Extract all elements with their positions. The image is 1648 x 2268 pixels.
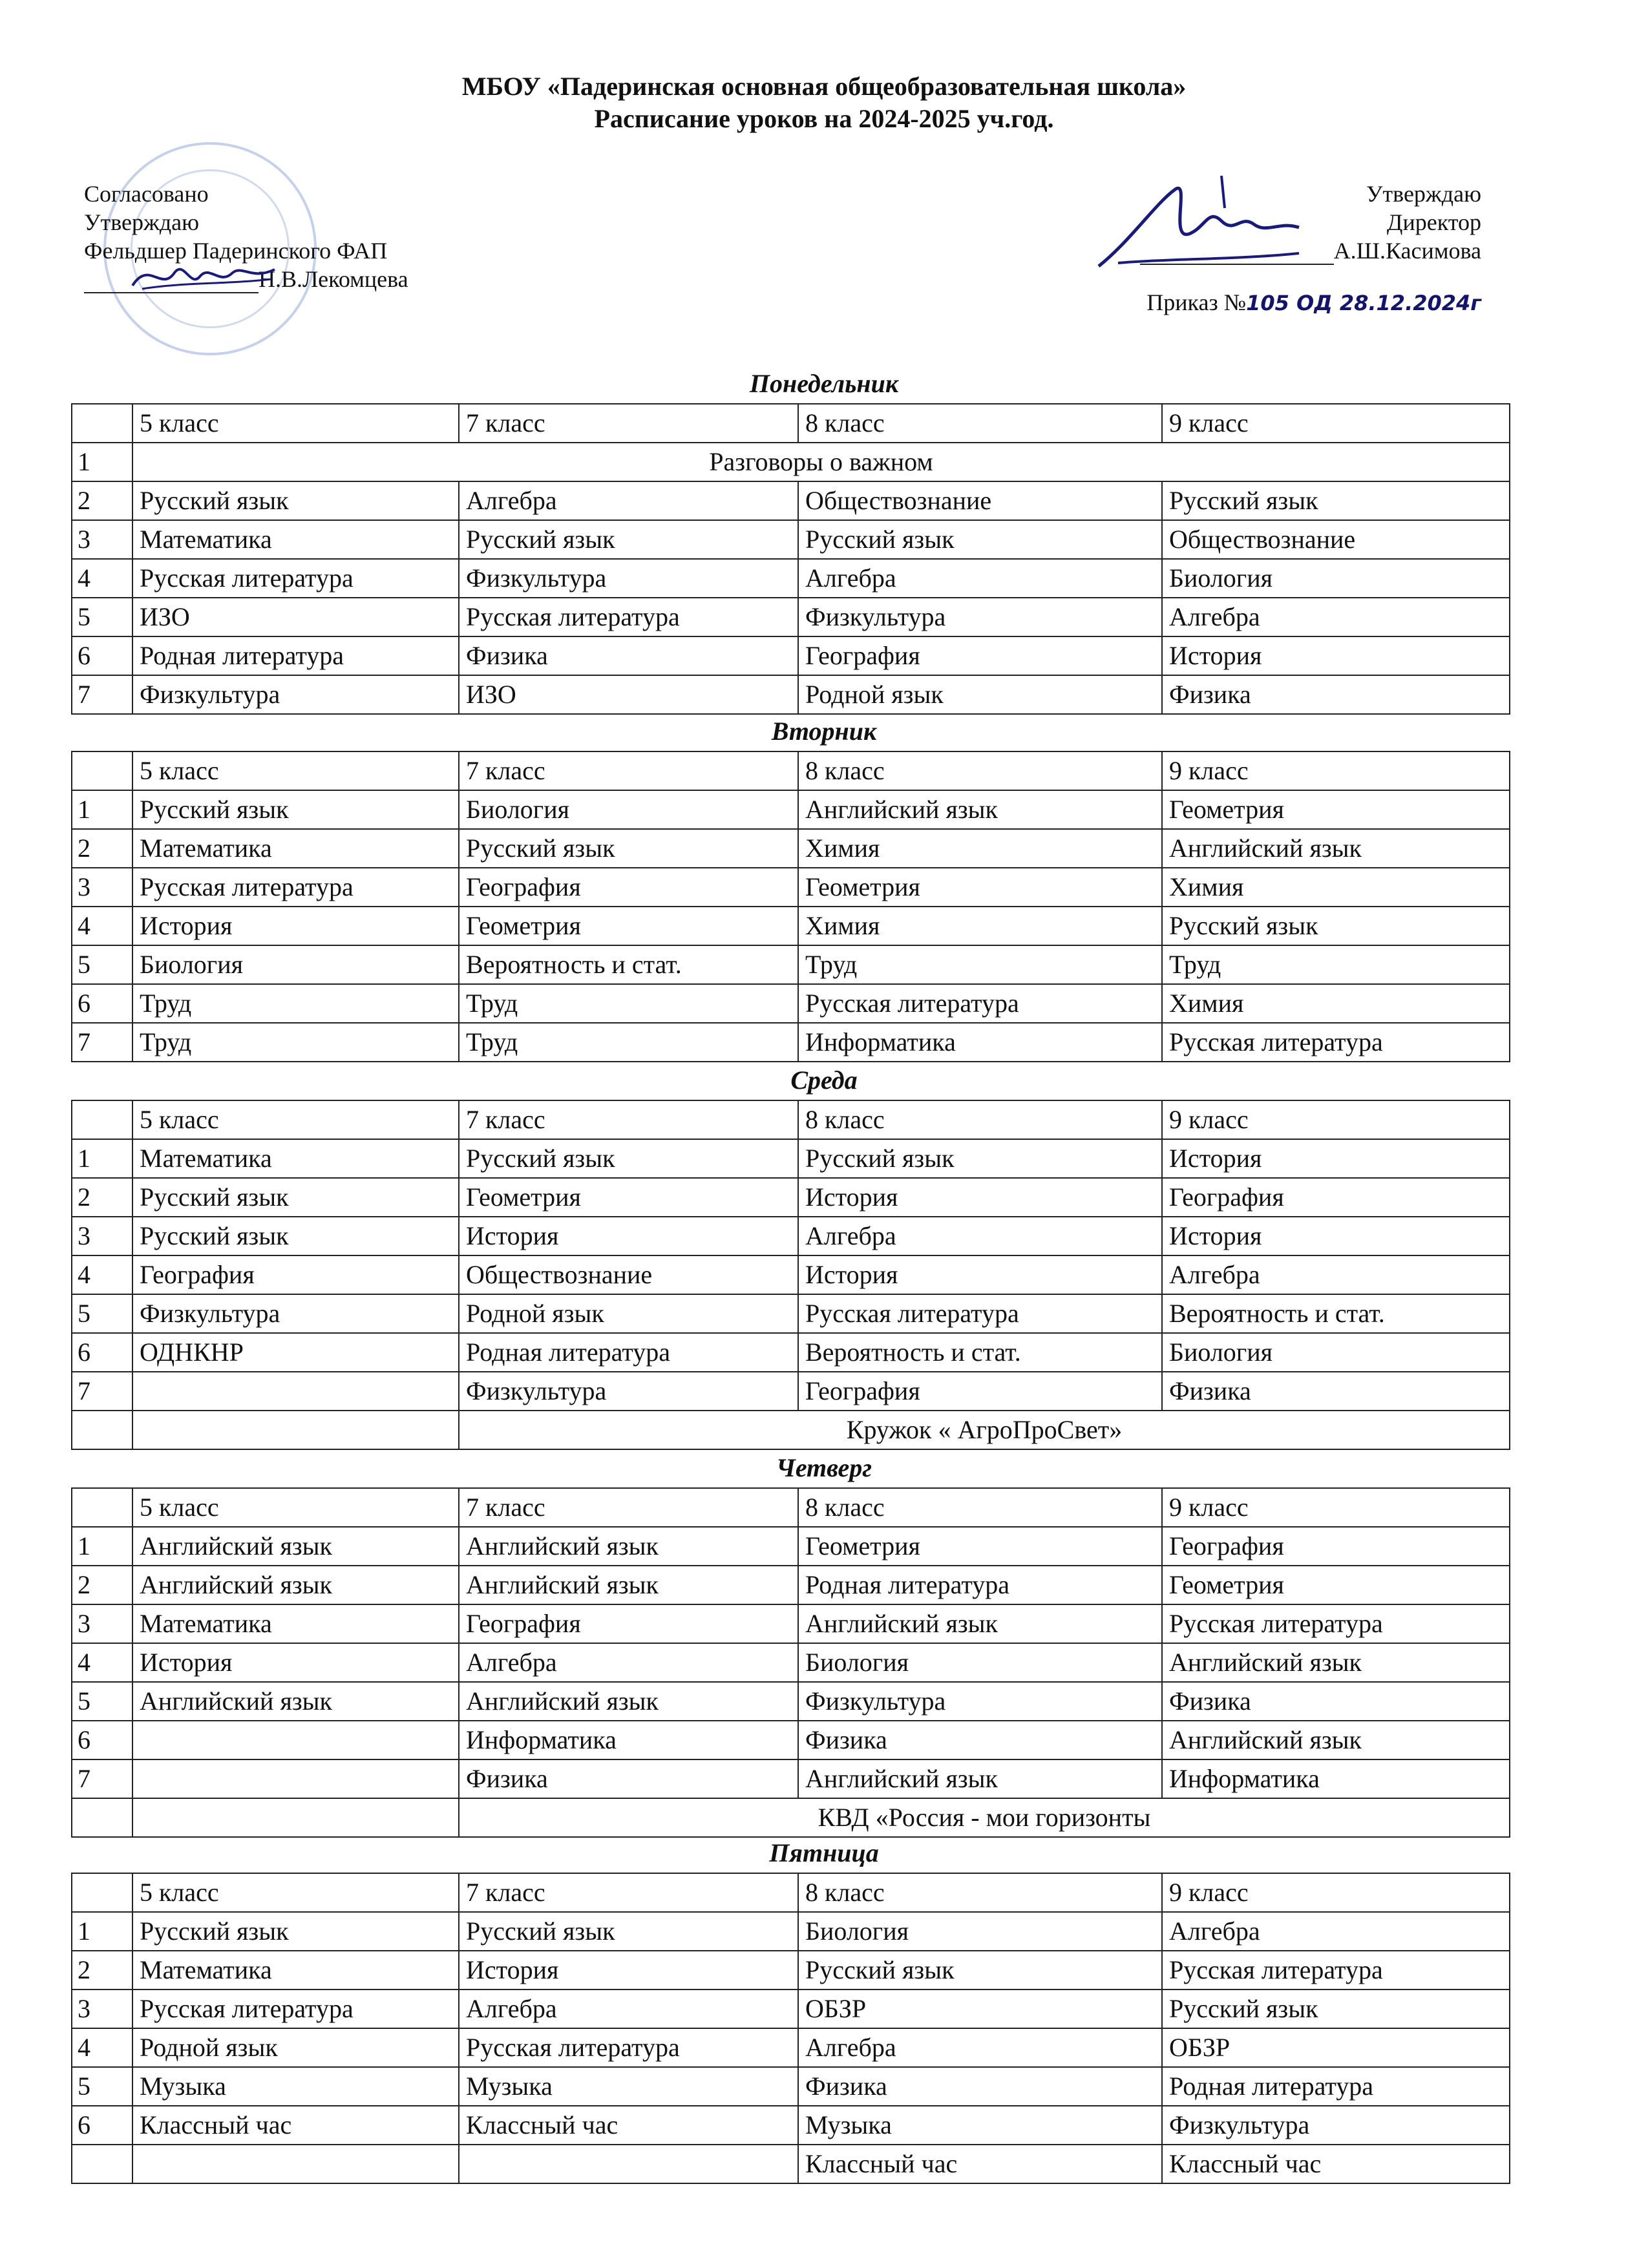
lesson-cell: История: [132, 907, 459, 945]
lesson-number-cell: 4: [72, 907, 132, 945]
day-title: Вторник: [771, 717, 877, 746]
lesson-cell: Алгебра: [1162, 1255, 1510, 1294]
lesson-cell: Физика: [1162, 1372, 1510, 1411]
lesson-cell: Музыка: [459, 2067, 798, 2106]
table-row: [72, 1294, 1510, 1333]
lesson-cell: Русская литература: [132, 868, 459, 907]
table-row: [72, 675, 1510, 714]
row-number-cell: [72, 1873, 132, 1912]
lesson-cell: Труд: [459, 1023, 798, 1062]
lesson-cell: Русская литература: [798, 984, 1162, 1023]
lesson-cell: Вероятность и стат.: [798, 1333, 1162, 1372]
lesson-cell: Обществознание: [798, 481, 1162, 520]
table-row: [72, 790, 1510, 829]
table-row: [72, 1527, 1510, 1566]
lesson-number-cell: 3: [72, 1217, 132, 1255]
lesson-cell: Родная литература: [132, 636, 459, 675]
table-row: [72, 907, 1510, 945]
lesson-cell: Музыка: [798, 2106, 1162, 2145]
lesson-cell: Геометрия: [1162, 1566, 1510, 1604]
table-row: [72, 984, 1510, 1023]
day-title: Четверг: [776, 1453, 872, 1482]
lesson-cell: ОБЗР: [798, 1990, 1162, 2028]
table-row: [72, 1721, 1510, 1759]
lesson-number-cell: 5: [72, 945, 132, 984]
table-header-row: [72, 404, 1510, 443]
lesson-cell: Биология: [459, 790, 798, 829]
lesson-cell: Русская литература: [132, 1990, 459, 2028]
lesson-number-cell: 2: [72, 1178, 132, 1217]
lesson-cell: Химия: [1162, 868, 1510, 907]
table-row: [72, 559, 1510, 598]
row-number-cell: [72, 1100, 132, 1139]
lesson-cell: Английский язык: [132, 1566, 459, 1604]
class-header-cell: 7 класс: [459, 751, 798, 790]
table-row: [72, 945, 1510, 984]
table-header-row: [72, 1100, 1510, 1139]
lesson-cell: [132, 1759, 459, 1798]
lesson-cell: Русский язык: [459, 520, 798, 559]
lesson-cell: География: [1162, 1527, 1510, 1566]
table-header-row: [72, 1873, 1510, 1912]
class-header-cell: 9 класс: [1162, 1488, 1510, 1527]
lesson-cell: Вероятность и стат.: [459, 945, 798, 984]
lesson-cell: Алгебра: [798, 559, 1162, 598]
lesson-cell: Русская литература: [459, 598, 798, 636]
lesson-cell: Геометрия: [459, 1178, 798, 1217]
table-row: [72, 1912, 1510, 1951]
lesson-cell: Труд: [1162, 945, 1510, 984]
lesson-cell: Классный час: [132, 2106, 459, 2145]
table-header-row: [72, 751, 1510, 790]
lesson-cell: Труд: [798, 945, 1162, 984]
table-row: [72, 1411, 1510, 1449]
table-row: [72, 481, 1510, 520]
table-row: [72, 598, 1510, 636]
lesson-cell: Русский язык: [132, 1178, 459, 1217]
lesson-cell: Классный час: [459, 2106, 798, 2145]
lesson-cell: Труд: [132, 1023, 459, 1062]
class-header-cell: 9 класс: [1162, 1100, 1510, 1139]
table-row: [72, 1255, 1510, 1294]
lesson-number-cell: 1: [72, 1527, 132, 1566]
extracurricular-cell: Кружок « АгроПроСвет»: [459, 1411, 1510, 1449]
class-header-cell: 9 класс: [1162, 404, 1510, 443]
lesson-cell: Английский язык: [798, 790, 1162, 829]
schedule-title: Расписание уроков на 2024-2025 уч.год.: [594, 104, 1054, 133]
lesson-cell: География: [459, 1604, 798, 1643]
lesson-number-cell: 7: [72, 1759, 132, 1798]
lesson-cell: Биология: [132, 945, 459, 984]
lesson-cell: История: [798, 1255, 1162, 1294]
table-row: [72, 1682, 1510, 1721]
lesson-cell: Родной язык: [459, 1294, 798, 1333]
class-header-cell: 5 класс: [132, 1100, 459, 1139]
lesson-cell: Физика: [459, 1759, 798, 1798]
lesson-cell: История: [1162, 1217, 1510, 1255]
lesson-number-cell: 2: [72, 1951, 132, 1990]
table-row: [72, 2028, 1510, 2067]
lesson-number-cell: 1: [72, 1139, 132, 1178]
order-label: Приказ №: [1146, 289, 1247, 315]
lesson-number-cell: 4: [72, 1643, 132, 1682]
table-row: [72, 1798, 1510, 1837]
class-header-cell: 7 класс: [459, 1100, 798, 1139]
row-number-cell: [72, 751, 132, 790]
lesson-cell: Математика: [132, 829, 459, 868]
day-title: Среда: [790, 1066, 858, 1095]
class-header-cell: 7 класс: [459, 404, 798, 443]
lesson-cell: Физика: [1162, 675, 1510, 714]
lesson-cell: Русский язык: [798, 1139, 1162, 1178]
lesson-cell: Физкультура: [1162, 2106, 1510, 2145]
lesson-cell: История: [1162, 1139, 1510, 1178]
lesson-cell: Математика: [132, 1604, 459, 1643]
lesson-cell: Геометрия: [1162, 790, 1510, 829]
lesson-cell: Английский язык: [1162, 829, 1510, 868]
lesson-cell: Геометрия: [798, 868, 1162, 907]
schedule-table: [71, 1873, 1510, 2184]
lesson-cell: Алгебра: [459, 1990, 798, 2028]
lesson-cell: Геометрия: [459, 907, 798, 945]
class-header-cell: 8 класс: [798, 1488, 1162, 1527]
lesson-cell: Английский язык: [459, 1682, 798, 1721]
lesson-cell: Информатика: [1162, 1759, 1510, 1798]
paramedic-position: Фельдшер Падеринского ФАП: [84, 238, 388, 264]
lesson-cell: Биология: [798, 1643, 1162, 1682]
lesson-cell: Алгебра: [459, 481, 798, 520]
lesson-cell: Алгебра: [459, 1643, 798, 1682]
lesson-cell: ОДНКНР: [132, 1333, 459, 1372]
lesson-number-cell: [72, 1798, 132, 1837]
lesson-cell: ОБЗР: [1162, 2028, 1510, 2067]
table-row: [72, 1333, 1510, 1372]
lesson-cell: Русский язык: [459, 1912, 798, 1951]
table-row: [72, 1643, 1510, 1682]
table-row: [72, 2106, 1510, 2145]
extracurricular-cell: КВД «Россия - мои горизонты: [459, 1798, 1510, 1837]
lesson-cell: История: [132, 1643, 459, 1682]
lesson-cell: Классный час: [798, 2145, 1162, 2183]
lesson-cell: ИЗО: [132, 598, 459, 636]
lesson-cell: Русская литература: [1162, 1023, 1510, 1062]
lesson-number-cell: 4: [72, 1255, 132, 1294]
lesson-cell: Классный час: [1162, 2145, 1510, 2183]
lesson-number-cell: 2: [72, 1566, 132, 1604]
lesson-cell: [132, 1372, 459, 1411]
class-header-cell: 5 класс: [132, 404, 459, 443]
lesson-number-cell: 3: [72, 520, 132, 559]
lesson-number-cell: 7: [72, 675, 132, 714]
lesson-cell: Химия: [1162, 984, 1510, 1023]
order-row: [1140, 288, 1481, 317]
lesson-cell: Английский язык: [459, 1566, 798, 1604]
lesson-number-cell: 5: [72, 598, 132, 636]
schedule-table: [71, 403, 1510, 715]
lesson-cell: Английский язык: [459, 1527, 798, 1566]
lesson-cell: Русский язык: [132, 481, 459, 520]
class-header-cell: 5 класс: [132, 751, 459, 790]
table-row: [72, 1139, 1510, 1178]
lesson-cell: Труд: [459, 984, 798, 1023]
lesson-number-cell: 6: [72, 2106, 132, 2145]
lesson-cell: Обществознание: [459, 1255, 798, 1294]
order-value: 105 ОД 28.12.2024г: [1246, 291, 1481, 315]
lesson-cell: Физкультура: [459, 1372, 798, 1411]
table-row: [72, 1759, 1510, 1798]
approval-approve-label: Утверждаю: [84, 209, 200, 235]
lesson-cell: ИЗО: [459, 675, 798, 714]
table-header-row: [72, 1488, 1510, 1527]
empty-cell: [132, 1411, 459, 1449]
lesson-cell: Русский язык: [1162, 1990, 1510, 2028]
lesson-cell: Биология: [1162, 559, 1510, 598]
lesson-cell: Физкультура: [798, 598, 1162, 636]
director-name: А.Ш.Касимова: [1333, 238, 1481, 264]
lesson-cell: Физкультура: [798, 1682, 1162, 1721]
table-row: [72, 636, 1510, 675]
table-row: [72, 1178, 1510, 1217]
table-row: [72, 2145, 1510, 2183]
lesson-cell: География: [132, 1255, 459, 1294]
lesson-number-cell: 6: [72, 1721, 132, 1759]
lesson-number-cell: 5: [72, 1682, 132, 1721]
lesson-cell: Музыка: [132, 2067, 459, 2106]
director-approve-label: Утверждаю: [1366, 181, 1481, 207]
lesson-cell: Английский язык: [132, 1682, 459, 1721]
school-title: МБОУ «Падеринская основная общеобразовательная школа»: [461, 72, 1187, 101]
lesson-cell: История: [459, 1217, 798, 1255]
lesson-cell: Русский язык: [132, 790, 459, 829]
class-header-cell: 8 класс: [798, 404, 1162, 443]
lesson-cell: Родная литература: [1162, 2067, 1510, 2106]
table-row: [72, 1951, 1510, 1990]
class-header-cell: 9 класс: [1162, 1873, 1510, 1912]
lesson-cell: Родной язык: [798, 675, 1162, 714]
table-row: [72, 2067, 1510, 2106]
lesson-cell: Биология: [1162, 1333, 1510, 1372]
table-row: [72, 1604, 1510, 1643]
lesson-cell: Родная литература: [798, 1566, 1162, 1604]
lesson-cell: [132, 1721, 459, 1759]
merged-lesson-cell: Разговоры о важном: [132, 443, 1510, 481]
director-position: Директор: [1386, 209, 1481, 235]
lesson-cell: Родная литература: [459, 1333, 798, 1372]
table-row: [72, 829, 1510, 868]
lesson-cell: География: [1162, 1178, 1510, 1217]
lesson-cell: Информатика: [459, 1721, 798, 1759]
paramedic-signature: [129, 253, 278, 299]
lesson-cell: Алгебра: [798, 2028, 1162, 2067]
lesson-cell: Английский язык: [798, 1604, 1162, 1643]
lesson-cell: Обществознание: [1162, 520, 1510, 559]
day-title: Пятница: [769, 1838, 879, 1867]
lesson-cell: Биология: [798, 1912, 1162, 1951]
lesson-number-cell: 7: [72, 1372, 132, 1411]
lesson-number-cell: 6: [72, 1333, 132, 1372]
lesson-cell: География: [798, 1372, 1162, 1411]
lesson-number-cell: 5: [72, 1294, 132, 1333]
lesson-cell: Алгебра: [1162, 1912, 1510, 1951]
schedule-table: [71, 1100, 1510, 1450]
lesson-number-cell: 3: [72, 1604, 132, 1643]
lesson-number-cell: 5: [72, 2067, 132, 2106]
lesson-cell: Русский язык: [132, 1912, 459, 1951]
lesson-cell: Русский язык: [459, 1139, 798, 1178]
schedule-table: [71, 751, 1510, 1062]
paramedic-name: Н.В.Лекомцева: [259, 266, 408, 292]
lesson-cell: Физика: [1162, 1682, 1510, 1721]
lesson-cell: [132, 2145, 459, 2183]
lesson-cell: Английский язык: [132, 1527, 459, 1566]
class-header-cell: 7 класс: [459, 1488, 798, 1527]
lesson-cell: Физика: [798, 1721, 1162, 1759]
class-header-cell: 8 класс: [798, 751, 1162, 790]
lesson-cell: Русский язык: [1162, 907, 1510, 945]
lesson-cell: Английский язык: [1162, 1721, 1510, 1759]
lesson-cell: Русский язык: [459, 829, 798, 868]
lesson-cell: Алгебра: [1162, 598, 1510, 636]
empty-cell: [132, 1798, 459, 1837]
lesson-cell: Математика: [132, 1951, 459, 1990]
lesson-cell: Русская литература: [132, 559, 459, 598]
lesson-cell: Математика: [132, 1139, 459, 1178]
lesson-cell: Русская литература: [798, 1294, 1162, 1333]
lesson-cell: Химия: [798, 829, 1162, 868]
lesson-cell: Физика: [798, 2067, 1162, 2106]
lesson-number-cell: 4: [72, 2028, 132, 2067]
lesson-cell: Русский язык: [798, 520, 1162, 559]
lesson-cell: Физкультура: [132, 1294, 459, 1333]
lesson-number-cell: 1: [72, 443, 132, 481]
lesson-number-cell: 4: [72, 559, 132, 598]
lesson-cell: Русская литература: [459, 2028, 798, 2067]
director-signature: [1092, 163, 1305, 279]
lesson-cell: Русский язык: [798, 1951, 1162, 1990]
lesson-number-cell: [72, 2145, 132, 2183]
lesson-cell: История: [459, 1951, 798, 1990]
lesson-cell: История: [798, 1178, 1162, 1217]
lesson-cell: География: [459, 868, 798, 907]
lesson-cell: Русский язык: [132, 1217, 459, 1255]
table-row: [72, 1217, 1510, 1255]
lesson-cell: Труд: [132, 984, 459, 1023]
lesson-cell: Алгебра: [798, 1217, 1162, 1255]
lesson-cell: Английский язык: [1162, 1643, 1510, 1682]
schedule-table: [71, 1487, 1510, 1838]
lesson-cell: [459, 2145, 798, 2183]
class-header-cell: 8 класс: [798, 1873, 1162, 1912]
lesson-cell: Физкультура: [459, 559, 798, 598]
class-header-cell: 5 класс: [132, 1488, 459, 1527]
lesson-number-cell: 3: [72, 868, 132, 907]
lesson-number-cell: 3: [72, 1990, 132, 2028]
lesson-number-cell: 2: [72, 829, 132, 868]
lesson-cell: Химия: [798, 907, 1162, 945]
lesson-cell: Русская литература: [1162, 1951, 1510, 1990]
lesson-number-cell: 6: [72, 636, 132, 675]
table-row: [72, 868, 1510, 907]
table-row: [72, 1023, 1510, 1062]
table-row: [72, 1566, 1510, 1604]
lesson-number-cell: 2: [72, 481, 132, 520]
row-number-cell: [72, 1488, 132, 1527]
table-row: [72, 1372, 1510, 1411]
approval-agreed-label: Согласовано: [84, 181, 209, 207]
class-header-cell: 8 класс: [798, 1100, 1162, 1139]
lesson-cell: Физика: [459, 636, 798, 675]
lesson-cell: Английский язык: [798, 1759, 1162, 1798]
lesson-number-cell: 1: [72, 790, 132, 829]
lesson-cell: Русская литература: [1162, 1604, 1510, 1643]
table-row: [72, 520, 1510, 559]
lesson-cell: Родной язык: [132, 2028, 459, 2067]
day-title: Понедельник: [749, 369, 899, 398]
lesson-cell: Математика: [132, 520, 459, 559]
class-header-cell: 5 класс: [132, 1873, 459, 1912]
class-header-cell: 7 класс: [459, 1873, 798, 1912]
lesson-cell: География: [798, 636, 1162, 675]
lesson-number-cell: 6: [72, 984, 132, 1023]
lesson-number-cell: [72, 1411, 132, 1449]
lesson-number-cell: 7: [72, 1023, 132, 1062]
lesson-cell: Информатика: [798, 1023, 1162, 1062]
row-number-cell: [72, 404, 132, 443]
table-row: [72, 1990, 1510, 2028]
table-row: [72, 443, 1510, 481]
class-header-cell: 9 класс: [1162, 751, 1510, 790]
lesson-cell: История: [1162, 636, 1510, 675]
lesson-cell: Вероятность и стат.: [1162, 1294, 1510, 1333]
lesson-number-cell: 1: [72, 1912, 132, 1951]
lesson-cell: Геометрия: [798, 1527, 1162, 1566]
lesson-cell: Русский язык: [1162, 481, 1510, 520]
lesson-cell: Физкультура: [132, 675, 459, 714]
